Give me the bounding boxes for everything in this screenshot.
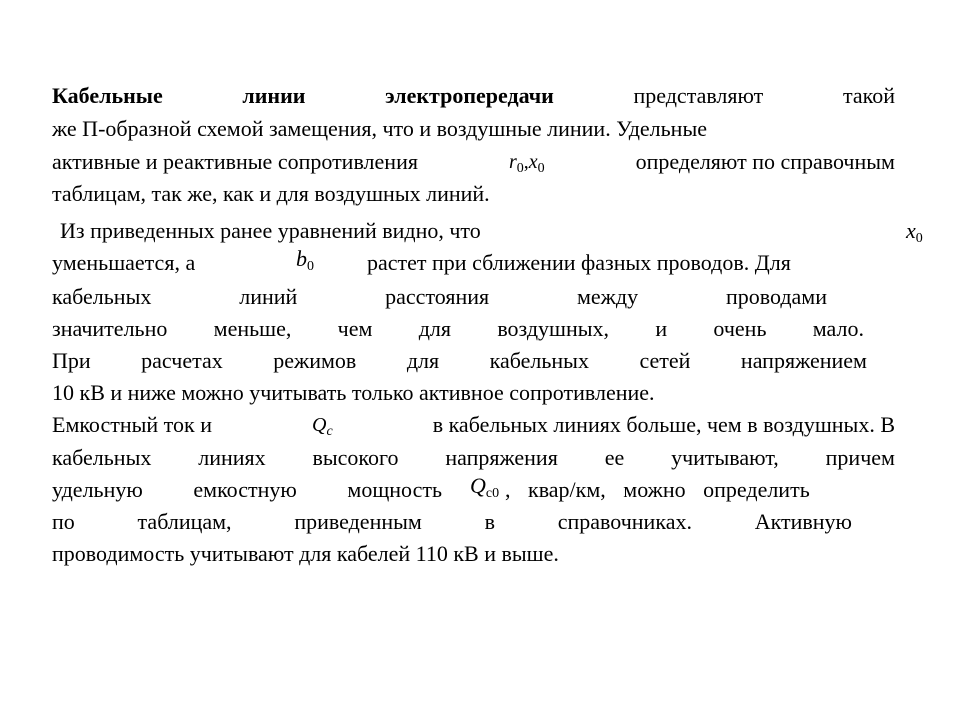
p2-line-9	[52, 477, 442, 503]
formula-r0-x0: $r_0,x_0$	[508, 151, 545, 176]
text-run: активные и реактивные сопротивления	[52, 149, 418, 174]
word: мало.	[812, 316, 864, 341]
word: линии	[242, 83, 306, 108]
text-run: таблицам, так же, как и для воздушных линий.	[52, 181, 490, 206]
p2-line-8	[52, 445, 895, 471]
word: линиях	[198, 445, 266, 470]
text-run: , квар/км, можно определить	[505, 477, 810, 502]
p2-line-4	[52, 316, 864, 342]
word: причем	[825, 445, 895, 470]
p2-line-2-rest	[367, 250, 895, 276]
p2-line-3	[52, 284, 827, 310]
word: в	[484, 509, 495, 534]
word: чем	[337, 316, 373, 341]
word: таблицам,	[137, 509, 232, 534]
word: расстояния	[385, 284, 490, 309]
text-run: же П-образной схемой замещения, что и воздушные линии. Удельные	[52, 116, 707, 141]
word: учитывают,	[671, 445, 779, 470]
text-run: растет при сближении фазных проводов. Для	[367, 250, 791, 275]
word: Активную	[754, 509, 852, 534]
word: воздушных,	[497, 316, 610, 341]
word: высокого	[312, 445, 399, 470]
p2-line-6	[52, 380, 895, 406]
formula-b0: $b_0$	[296, 246, 314, 274]
word: по	[52, 509, 75, 534]
formula-qc: $Q_c$	[312, 414, 333, 439]
text-run: определяют по справочным	[635, 149, 895, 174]
word: для	[418, 316, 452, 341]
word: проводами	[725, 284, 827, 309]
p1-line-4	[52, 181, 895, 207]
word: для	[406, 348, 440, 373]
word: расчетах	[141, 348, 223, 373]
word: электропередачи	[385, 83, 554, 108]
p2-line-10	[52, 509, 852, 535]
p2-line-1	[60, 218, 903, 244]
word: справочниках.	[557, 509, 692, 534]
word: емкостную	[193, 477, 297, 502]
text-run: Из приведенных ранее уравнений видно, что	[60, 218, 481, 243]
word: ее	[604, 445, 625, 470]
p2-line-5	[52, 348, 867, 374]
word: приведенным	[294, 509, 422, 534]
word: и	[655, 316, 668, 341]
p2-line-7	[52, 412, 895, 445]
text-run: 10 кВ и ниже можно учитывать только активное сопротивление.	[52, 380, 655, 405]
word: линий	[239, 284, 298, 309]
word: кабельных	[52, 445, 152, 470]
p1-line-2	[52, 116, 895, 142]
word: режимов	[273, 348, 357, 373]
formula-qc0: $Q_{c0}$	[470, 473, 500, 501]
word: значительно	[52, 316, 168, 341]
word: такой	[842, 83, 895, 108]
word: Кабельные	[52, 83, 163, 108]
word: меньше,	[213, 316, 292, 341]
formula-x0: $x_0$	[906, 218, 923, 246]
word: При	[52, 348, 91, 373]
p1-line-3	[52, 149, 895, 182]
word: кабельных	[489, 348, 589, 373]
word: представляют	[633, 83, 764, 108]
text-run: уменьшается, а	[52, 250, 196, 275]
word: напряжения	[445, 445, 558, 470]
text-run: проводимость учитывают для кабелей 110 кВ и выше.	[52, 541, 559, 566]
word: удельную	[52, 477, 143, 502]
p2-line-9-rest	[505, 477, 895, 503]
text-run: в кабельных линиях больше, чем в воздушных. В	[432, 412, 895, 437]
word: сетей	[639, 348, 691, 373]
word: кабельных	[52, 284, 152, 309]
word: очень	[713, 316, 767, 341]
p2-line-11	[52, 541, 895, 567]
text-run: Емкостный ток и	[52, 412, 212, 437]
word: между	[577, 284, 639, 309]
p1-line-1	[52, 83, 895, 109]
word: напряжением	[740, 348, 867, 373]
word: мощность	[347, 477, 442, 502]
